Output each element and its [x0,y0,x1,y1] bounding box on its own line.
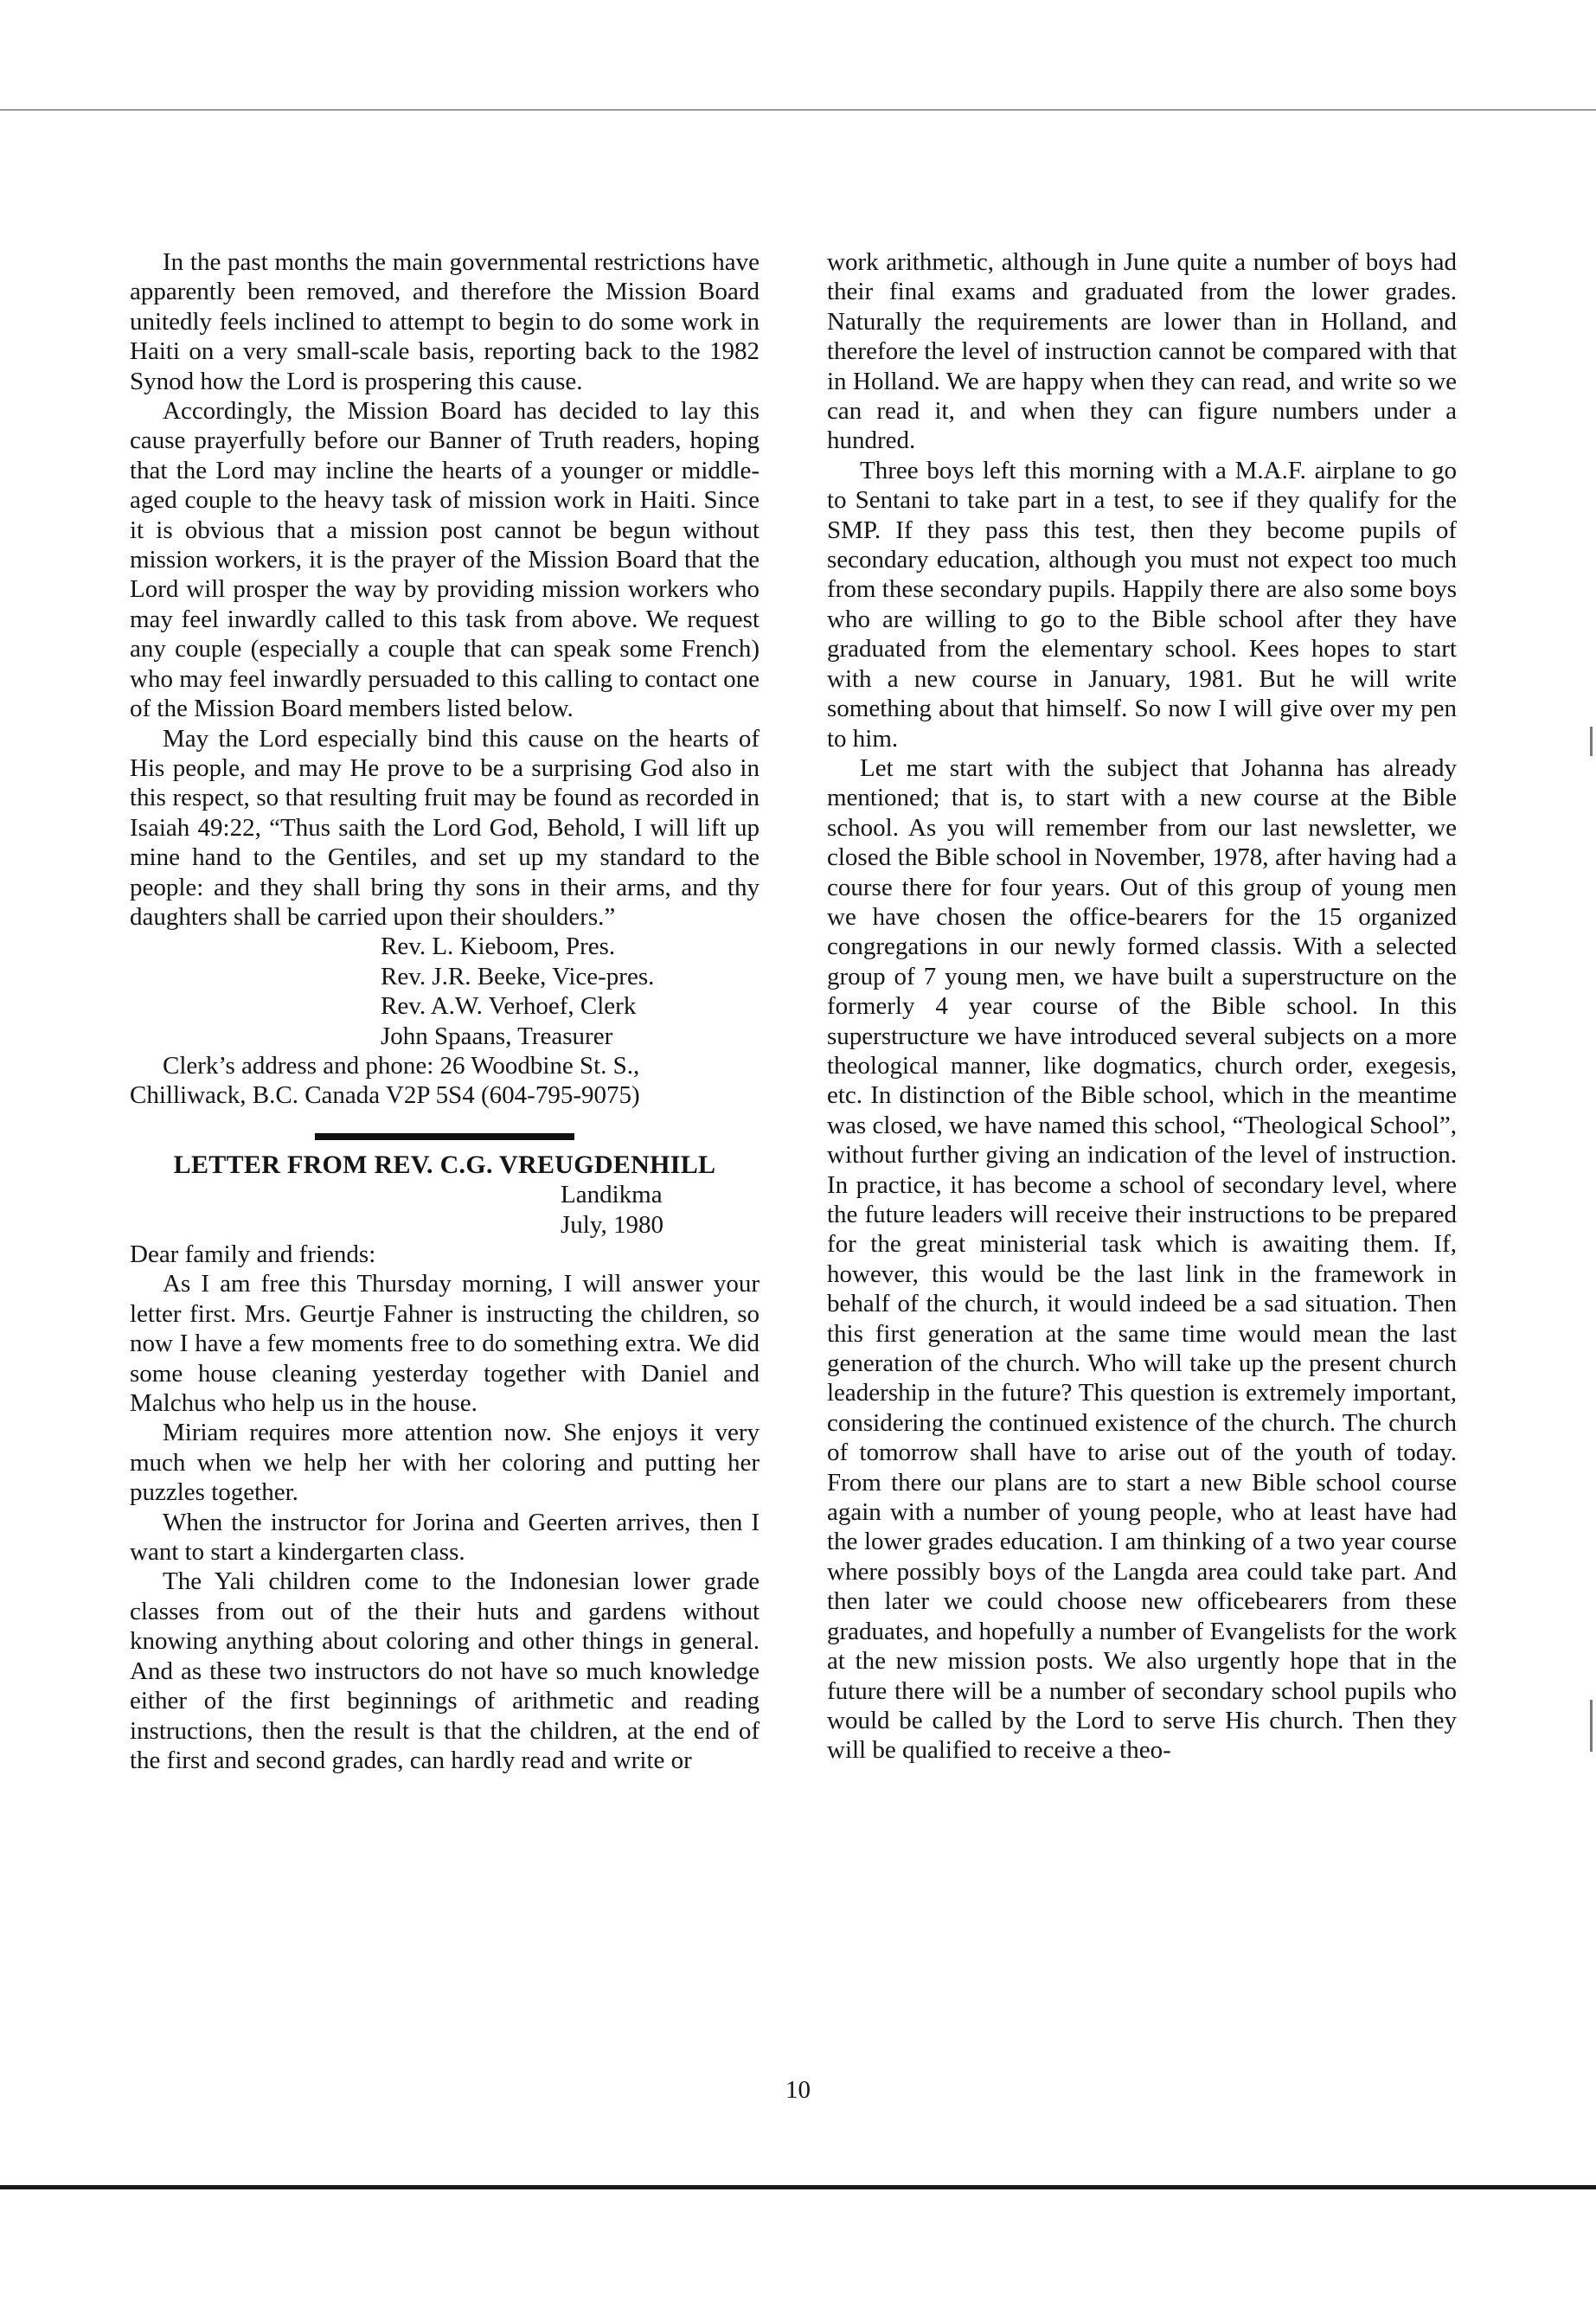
letter-place-date [561,1180,760,1240]
signatory-clerk: Rev. A.W. Verhoef, Clerk [381,992,637,1021]
signatory-vice-president: Rev. J.R. Beeke, Vice-pres. [381,962,655,990]
signature-block [381,932,760,1051]
letter-place: Landikma [561,1181,663,1209]
paragraph: The Yali children come to the Indonesian lower grade classes from out of the their huts and gardens without knowing anything about coloring and other things in general. And as these two instructors do not have so much knowledge either of the first beginnings of arithmetic and reading instructions, then the result is that the children, at the end of the first and second grades, can hardly read and write or [130,1567,760,1774]
paragraph: In the past months the main governmental restrictions have apparently been removed, and therefore the Mission Board unitedly feels inclined to attempt to begin to do some work in Haiti on a very small-scale basis, reporting back to the 1982 Synod how the Lord is prospering this cause. [130,248,760,395]
scan-edge-mark [1590,1700,1593,1752]
letter-heading: LETTER FROM REV. C.G. VREUGDENHILL [173,1150,716,1179]
signatory-president: Rev. L. Kieboom, Pres. [381,933,616,961]
paragraph: work arithmetic, although in June quite a number of boys had their final exams and graduated from the lower grades. Naturally the requirements are lower than in Holland, and therefore the level of instruction cannot be compared with that in Holland. We are happy when they can read, and write so we can read it, and when they can figure numbers under a hundred. [827,248,1457,455]
scan-edge-mark [1590,727,1593,756]
letter-date: July, 1980 [561,1210,663,1239]
salutation: Dear family and friends: [130,1240,376,1268]
paragraph: As I am free this Thursday morning, I will answer your letter first. Mrs. Geurtje Fahner is instructing the children, so now I have a few moments free to do something extra. We did some house cleaning yesterday together with Daniel and Malchus who help us in the house. [130,1270,760,1418]
paragraph: May the Lord especially bind this cause on the hearts of His people, and may He prove to be a surprising God also in this respect, so that resulting fruit may be found as recorded in Isaiah 49:22, “Thus saith the Lord God, Behold, I will lift up mine hand to the Gentiles, and set up my standard to the people: and they shall bring thy sons in their arms, and thy daughters shall be carried upon their shoulders.” [130,724,760,931]
right-column [827,247,1457,1766]
paragraph: Accordingly, the Mission Board has decided to lay this cause prayerfully before our Banner of Truth readers, hoping that the Lord may incline the hearts of a younger or middle-aged couple to the heavy task of mission work in Haiti. Since it is obvious that a mission post cannot be begun without mission workers, it is the prayer of the Mission Board that the Lord will prosper the way by providing mission workers who may feel inwardly called to this task from above. We request any couple (especially a couple that can speak some French) who may feel inwardly persuaded to this calling to contact one of the Mission Board members listed below. [130,397,760,723]
paragraph: Let me start with the subject that Johanna has already mentioned; that is, to start with a new course at the Bible school. As you will remember from our last newsletter, we closed the Bible school in November, 1978, after having had a course there for four years. Out of this group of young men we have chosen the office-bearers for the 15 organized congregations in our newly formed classis. With a selected group of 7 young men, we have built a superstructure on the formerly 4 year course of the Bible school. In this superstructure we have introduced several subjects on a more theological manner, like dogmatics, church order, exegesis, etc. In distinction of the Bible school, which in the meantime was closed, we have named this school, “Theological School”, without further giving an indication of the level of instruction. In practice, it has become a school of secondary level, where the future leaders will receive their instructions to be prepared for the great ministerial task which is awaiting them. If, however, this would be the last link in the framework in behalf of the church, it would indeed be a sad situation. Then this first generation at the same time would mean the last generation of the church. Who will take up the present church leadership in the future? This question is extremely important, considering the continued existence of the church. The church of tomorrow shall have to arise out of the youth of today. From there our plans are to start a new Bible school course again with a number of young people, who at least have had the lower grades education. I am thinking of a two year course where possibly boys of the Langda area could take part. And then later we could choose new officebearers from these graduates, and hopefully a number of Evangelists for the work at the new mission posts. We also urgently hope that in the future there will be a number of secondary school pupils who would be called by the Lord to serve His church. Then they will be qualified to receive a theo- [827,753,1457,1765]
page-number: 10 [785,2076,811,2104]
paragraph: Three boys left this morning with a M.A.F. airplane to go to Sentani to take part in a test, to see if they qualify for the SMP. If they pass this test, then they become pupils of secondary education, although you must not expect too much from these secondary pupils. Happily there are also some boys who are willing to go to the Bible school after they have graduated from the elementary school. Kees hopes to start with a new course in January, 1981. But he will write something about that himself. So now I will give over my pen to him. [827,456,1457,753]
paragraph: When the instructor for Jorina and Geerten arrives, then I want to start a kindergarten class. [130,1508,760,1567]
bottom-scan-border [0,2185,1596,2189]
top-scan-border [0,109,1596,111]
clerk-address: Clerk’s address and phone: 26 Woodbine St. S., Chilliwack, B.C. Canada V2P 5S4 (604-795-9075) [130,1051,640,1110]
paragraph: Miriam requires more attention now. She enjoys it very much when we help her with her coloring and putting her puzzles together. [130,1419,760,1507]
signatory-treasurer: John Spaans, Treasurer [381,1022,613,1050]
section-divider [315,1133,574,1140]
left-column [130,247,760,1775]
